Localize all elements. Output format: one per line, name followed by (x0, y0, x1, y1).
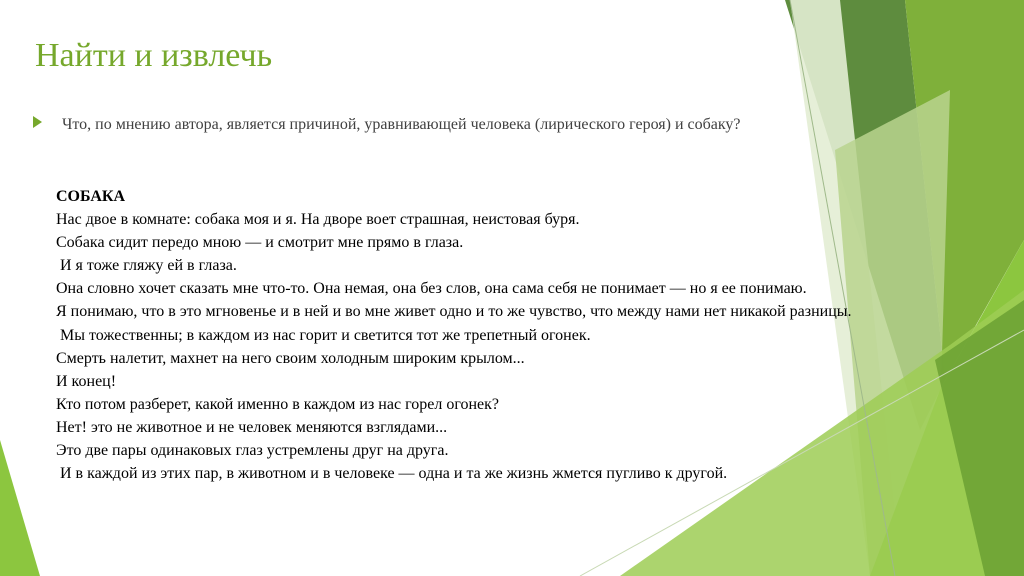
poem-line: Нас двое в комнате: собака моя и я. На дворе воет страшная, неистовая буря. (56, 211, 580, 229)
deco-left-corner (0, 440, 40, 576)
poem-line: Собака сидит передо мною — и смотрит мне прямо в глаза. (56, 234, 464, 252)
poem-line: Кто потом разберет, какой именно в каждом из нас горел огонек? (56, 395, 500, 413)
question-text: Что, по мнению автора, является причиной, уравнивающей человека (лирического героя) и собаку? (62, 116, 741, 133)
poem-line: И в каждой из этих пар, в животном и в человеке — одна и та же жизнь жмется пугливо к другой. (56, 465, 728, 483)
bullet-arrow-icon (33, 116, 42, 128)
poem-line: Я понимаю, что в это мгновенье и в ней и во мне живет одно и то же чувство, что между нами нет никакой разницы. (56, 303, 852, 321)
poem-line: Смерть налетит, махнет на него своим холодным широким крылом... (56, 349, 525, 367)
poem-line: Она словно хочет сказать мне что-то. Она немая, она без слов, она сама себя не понимает — но я ее понимаю. (56, 280, 807, 298)
poem-block (56, 185, 886, 485)
poem-line: Мы тожественны; в каждом из нас горит и светится тот же трепетный огонек. (56, 326, 591, 344)
poem-title: СОБАКА (56, 188, 126, 205)
poem-line: Это две пары одинаковых глаз устремлены друг на друга. (56, 442, 449, 460)
slide-title: Найти и извлечь (35, 37, 273, 74)
poem-line: И я тоже гляжу ей в глаза. (56, 257, 237, 275)
poem-line: И конец! (56, 372, 117, 390)
bullet-item (33, 114, 753, 135)
poem-line: Нет! это не животное и не человек меняются взглядами... (56, 418, 448, 436)
